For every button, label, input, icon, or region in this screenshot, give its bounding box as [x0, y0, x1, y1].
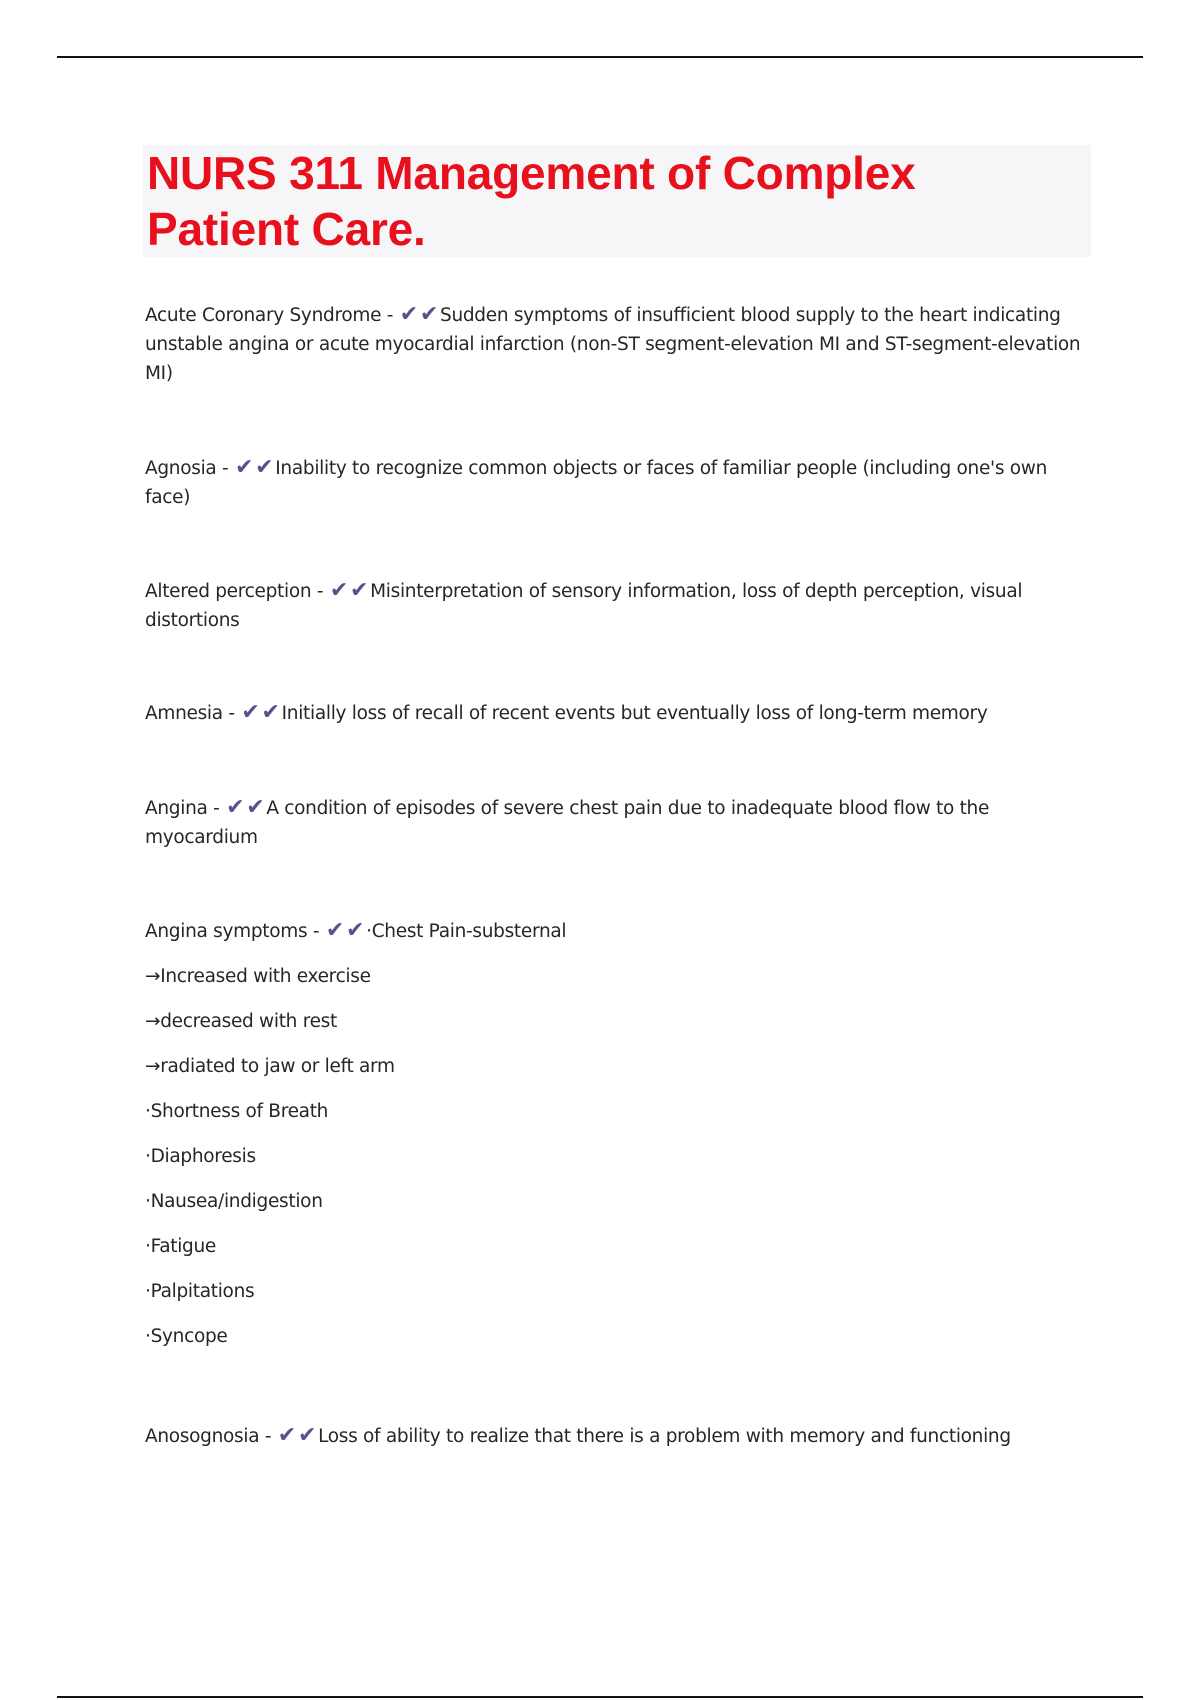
check-icon: ✔	[246, 795, 265, 820]
check-icon: ✔	[226, 795, 245, 820]
symptom-item: ·Diaphoresis	[145, 1146, 256, 1167]
entry-definition: Sudden symptoms of insufficient blood supply to the heart indicating unstable angina or acute myocardial infarction (non-ST segment-elevation MI and ST-segment-elevation MI)	[145, 305, 1081, 384]
check-icon: ✔	[297, 1423, 317, 1448]
check-icon: ✔	[419, 302, 438, 327]
symptom-item: →radiated to jaw or left arm	[145, 1056, 395, 1077]
check-icon: ✔	[399, 302, 418, 327]
entry-term: Agnosia -	[145, 458, 234, 479]
check-marks	[325, 916, 365, 946]
check-marks	[399, 300, 439, 330]
glossary-entry	[145, 300, 1090, 388]
check-marks	[240, 698, 280, 728]
glossary-entry	[145, 453, 1090, 512]
entry-definition: Misinterpretation of sensory information, loss of depth perception, visual distortions	[145, 581, 1023, 631]
glossary-entry	[145, 1421, 1090, 1451]
glossary-entry	[145, 916, 1090, 1351]
symptom-item: ·Fatigue	[145, 1236, 217, 1257]
check-icon: ✔	[241, 700, 260, 725]
title-line-2: Patient Care.	[147, 203, 426, 255]
glossary-entry	[145, 793, 1090, 852]
symptom-item: →decreased with rest	[145, 1011, 337, 1032]
entry-term: Acute Coronary Syndrome -	[145, 305, 399, 326]
entry-definition: A condition of episodes of severe chest pain due to inadequate blood flow to the myocardium	[145, 798, 990, 848]
title-banner	[143, 145, 1091, 257]
symptom-item: ·Syncope	[145, 1326, 228, 1347]
check-icon: ✔	[255, 455, 274, 480]
check-icon: ✔	[329, 578, 348, 603]
check-marks	[277, 1421, 317, 1451]
check-icon: ✔	[325, 918, 344, 943]
check-icon: ✔	[235, 455, 254, 480]
page-top-rule	[57, 56, 1143, 58]
symptom-item: ·Palpitations	[145, 1281, 255, 1302]
check-icon: ✔	[277, 1423, 296, 1448]
title-line-1: NURS 311 Management of Complex	[147, 147, 916, 199]
entry-definition: ·Chest Pain-substernal	[366, 921, 567, 942]
glossary-entry	[145, 576, 1090, 635]
glossary-entry	[145, 698, 1090, 728]
symptom-item: ·Nausea/indigestion	[145, 1191, 323, 1212]
check-icon: ✔	[349, 578, 369, 603]
symptom-list	[145, 962, 1090, 1351]
entry-term: Angina -	[145, 798, 226, 819]
entry-term: Angina symptoms -	[145, 921, 325, 942]
entry-term: Altered perception -	[145, 581, 329, 602]
entry-definition: Loss of ability to realize that there is a problem with memory and functioning	[318, 1426, 1011, 1447]
entry-definition: Inability to recognize common objects or faces of familiar people (including one's own face)	[145, 458, 1048, 508]
check-marks	[329, 576, 369, 606]
page-bottom-rule	[57, 1696, 1143, 1698]
check-icon: ✔	[261, 700, 280, 725]
page-title	[143, 145, 1091, 257]
entry-definition: Initially loss of recall of recent events but eventually loss of long-term memory	[281, 703, 988, 724]
check-marks	[225, 793, 265, 823]
check-marks	[234, 453, 274, 483]
entry-term: Amnesia -	[145, 703, 241, 724]
symptom-item: →Increased with exercise	[145, 966, 371, 987]
entry-term: Anosognosia -	[145, 1426, 277, 1447]
symptom-item: ·Shortness of Breath	[145, 1101, 329, 1122]
check-icon: ✔	[345, 918, 365, 943]
